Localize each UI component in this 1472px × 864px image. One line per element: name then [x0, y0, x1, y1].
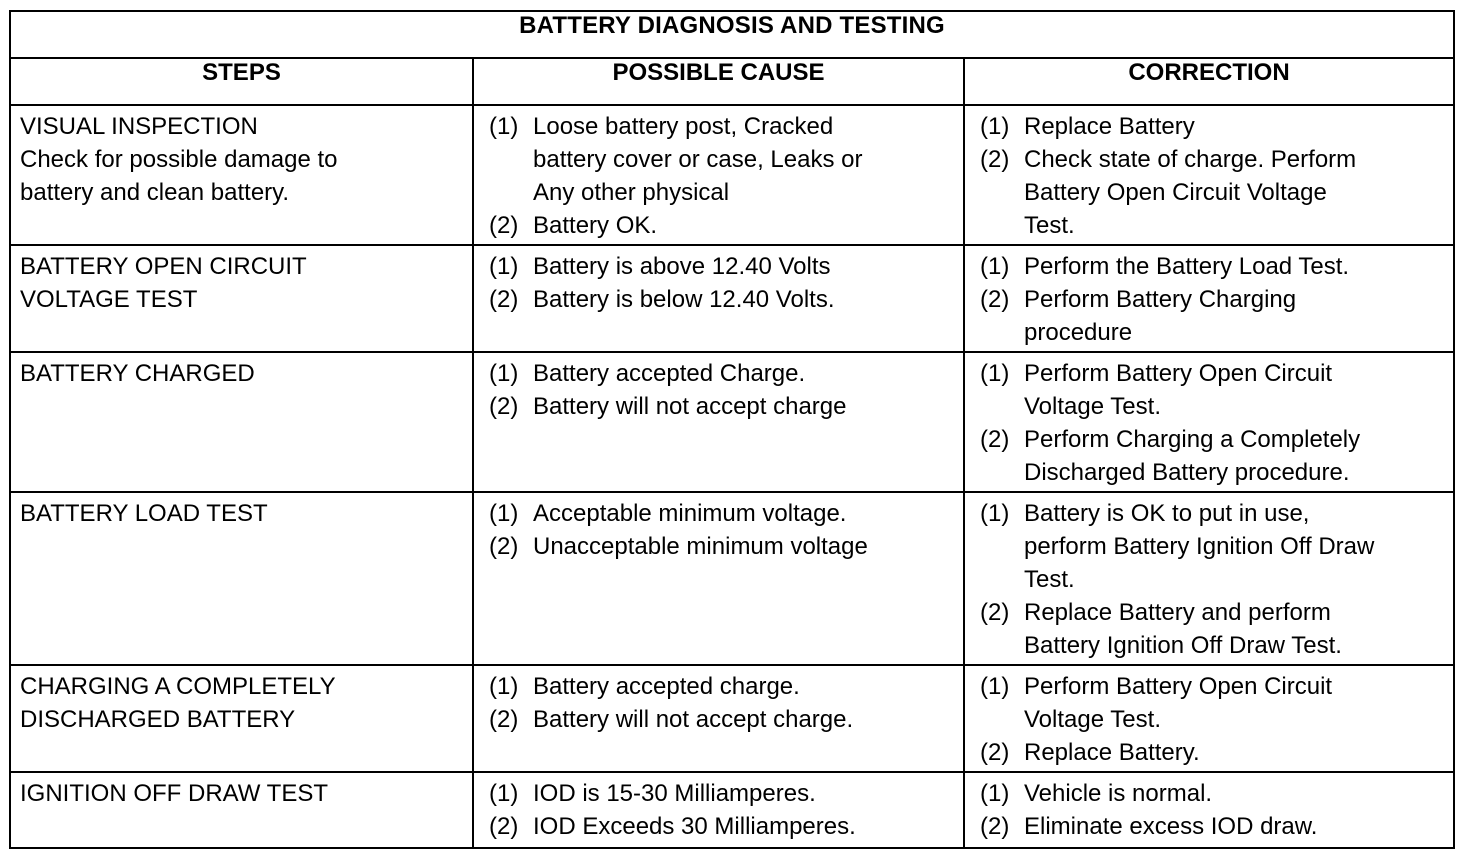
- possible-cause-cell: [473, 245, 964, 352]
- item-text: Battery will not accept charge.: [533, 706, 854, 733]
- item-text: IOD is 15-30 Milliamperes.: [533, 780, 816, 807]
- column-header-possible-cause: POSSIBLE CAUSE: [473, 58, 964, 105]
- steps-line: battery and clean battery.: [20, 179, 290, 206]
- item-number: (1): [489, 500, 519, 527]
- list-item: [489, 497, 957, 530]
- item-text: Any other physical: [533, 179, 730, 206]
- table-row: [10, 245, 1454, 352]
- item-text: Loose battery post, Cracked: [533, 113, 834, 140]
- steps-cell: [10, 105, 473, 245]
- item-text: IOD Exceeds 30 Milliamperes.: [533, 813, 856, 840]
- item-text: Battery is OK to put in use,: [1024, 500, 1310, 527]
- correction-cell: [964, 352, 1454, 492]
- steps-line: VISUAL INSPECTION: [20, 113, 258, 140]
- possible-cause-cell: [473, 492, 964, 665]
- steps-cell: [10, 772, 473, 848]
- correction-cell: [964, 245, 1454, 352]
- item-text: Vehicle is normal.: [1024, 780, 1213, 807]
- table-row: [10, 105, 1454, 245]
- list-item: [489, 110, 957, 209]
- possible-cause-cell: [473, 105, 964, 245]
- item-number: (2): [980, 813, 1010, 840]
- item-text: Perform Battery Charging: [1024, 286, 1297, 313]
- list-item: [980, 736, 1447, 769]
- correction-cell: [964, 105, 1454, 245]
- column-header-steps: STEPS: [10, 58, 473, 105]
- list-item: [489, 777, 957, 810]
- item-number: (1): [489, 253, 519, 280]
- list-item: [489, 703, 957, 736]
- list-item: [980, 497, 1447, 596]
- list-item: [489, 670, 957, 703]
- item-number: (2): [489, 286, 519, 313]
- item-number: (1): [489, 780, 519, 807]
- table-row: [10, 772, 1454, 848]
- item-number: (1): [980, 360, 1010, 387]
- table-row: [10, 492, 1454, 665]
- steps-cell: [10, 245, 473, 352]
- item-number: (2): [980, 146, 1010, 173]
- item-number: (1): [980, 780, 1010, 807]
- item-text: Battery is below 12.40 Volts.: [533, 286, 835, 313]
- list-item: [489, 530, 957, 563]
- item-number: (1): [980, 113, 1010, 140]
- item-text: Acceptable minimum voltage.: [533, 500, 847, 527]
- steps-line: Check for possible damage to: [20, 146, 338, 173]
- item-text: Battery will not accept charge: [533, 393, 847, 420]
- possible-cause-cell: [473, 772, 964, 848]
- steps-cell: [10, 665, 473, 772]
- item-text: Test.: [1024, 566, 1075, 593]
- steps-cell: [10, 492, 473, 665]
- item-number: (1): [980, 500, 1010, 527]
- list-item: [489, 250, 957, 283]
- item-text: Battery accepted charge.: [533, 673, 800, 700]
- item-text: Perform Charging a Completely: [1024, 426, 1361, 453]
- list-item: [489, 209, 957, 242]
- item-text: Perform Battery Open Circuit: [1024, 673, 1333, 700]
- item-text: procedure: [1024, 319, 1133, 346]
- item-number: (2): [489, 533, 519, 560]
- list-item: [980, 143, 1447, 242]
- battery-diagnosis-table: [9, 10, 1455, 849]
- item-number: (1): [489, 360, 519, 387]
- steps-line: BATTERY LOAD TEST: [20, 500, 268, 527]
- item-text: Unacceptable minimum voltage: [533, 533, 868, 560]
- item-text: Replace Battery: [1024, 113, 1195, 140]
- table-row: [10, 665, 1454, 772]
- item-text: Test.: [1024, 212, 1075, 239]
- list-item: [980, 810, 1447, 843]
- item-text: Check state of charge. Perform: [1024, 146, 1357, 173]
- item-number: (1): [489, 113, 519, 140]
- list-item: [980, 670, 1447, 736]
- steps-line: BATTERY CHARGED: [20, 360, 255, 387]
- item-text: Battery OK.: [533, 212, 658, 239]
- possible-cause-cell: [473, 352, 964, 492]
- list-item: [489, 390, 957, 423]
- item-number: (2): [489, 706, 519, 733]
- list-item: [980, 357, 1447, 423]
- item-text: Discharged Battery procedure.: [1024, 459, 1350, 486]
- steps-line: CHARGING A COMPLETELY: [20, 673, 336, 700]
- item-number: (2): [980, 739, 1010, 766]
- item-number: (2): [980, 599, 1010, 626]
- steps-line: BATTERY OPEN CIRCUIT: [20, 253, 307, 280]
- table-row: [10, 352, 1454, 492]
- item-text: Battery is above 12.40 Volts: [533, 253, 831, 280]
- item-number: (1): [980, 673, 1010, 700]
- item-text: Battery accepted Charge.: [533, 360, 806, 387]
- steps-line: IGNITION OFF DRAW TEST: [20, 780, 328, 807]
- list-item: [980, 250, 1447, 283]
- list-item: [980, 777, 1447, 810]
- item-number: (2): [489, 393, 519, 420]
- item-text: battery cover or case, Leaks or: [533, 146, 863, 173]
- item-text: Replace Battery.: [1024, 739, 1200, 766]
- item-number: (1): [489, 673, 519, 700]
- item-number: (2): [489, 813, 519, 840]
- list-item: [980, 596, 1447, 662]
- item-text: Voltage Test.: [1024, 393, 1161, 420]
- item-number: (2): [980, 286, 1010, 313]
- steps-line: VOLTAGE TEST: [20, 286, 198, 313]
- item-number: (1): [980, 253, 1010, 280]
- list-item: [489, 810, 957, 843]
- list-item: [489, 283, 957, 316]
- column-header-correction: CORRECTION: [964, 58, 1454, 105]
- correction-cell: [964, 665, 1454, 772]
- item-text: perform Battery Ignition Off Draw: [1024, 533, 1375, 560]
- steps-cell: [10, 352, 473, 492]
- correction-cell: [964, 772, 1454, 848]
- item-text: Replace Battery and perform: [1024, 599, 1331, 626]
- table-title: BATTERY DIAGNOSIS AND TESTING: [10, 11, 1454, 58]
- steps-line: DISCHARGED BATTERY: [20, 706, 296, 733]
- list-item: [980, 110, 1447, 143]
- item-text: Battery Ignition Off Draw Test.: [1024, 632, 1342, 659]
- item-text: Perform Battery Open Circuit: [1024, 360, 1333, 387]
- list-item: [980, 423, 1447, 489]
- list-item: [489, 357, 957, 390]
- item-text: Eliminate excess IOD draw.: [1024, 813, 1318, 840]
- possible-cause-cell: [473, 665, 964, 772]
- correction-cell: [964, 492, 1454, 665]
- item-text: Voltage Test.: [1024, 706, 1161, 733]
- item-number: (2): [980, 426, 1010, 453]
- list-item: [980, 283, 1447, 349]
- item-text: Battery Open Circuit Voltage: [1024, 179, 1327, 206]
- item-number: (2): [489, 212, 519, 239]
- item-text: Perform the Battery Load Test.: [1024, 253, 1350, 280]
